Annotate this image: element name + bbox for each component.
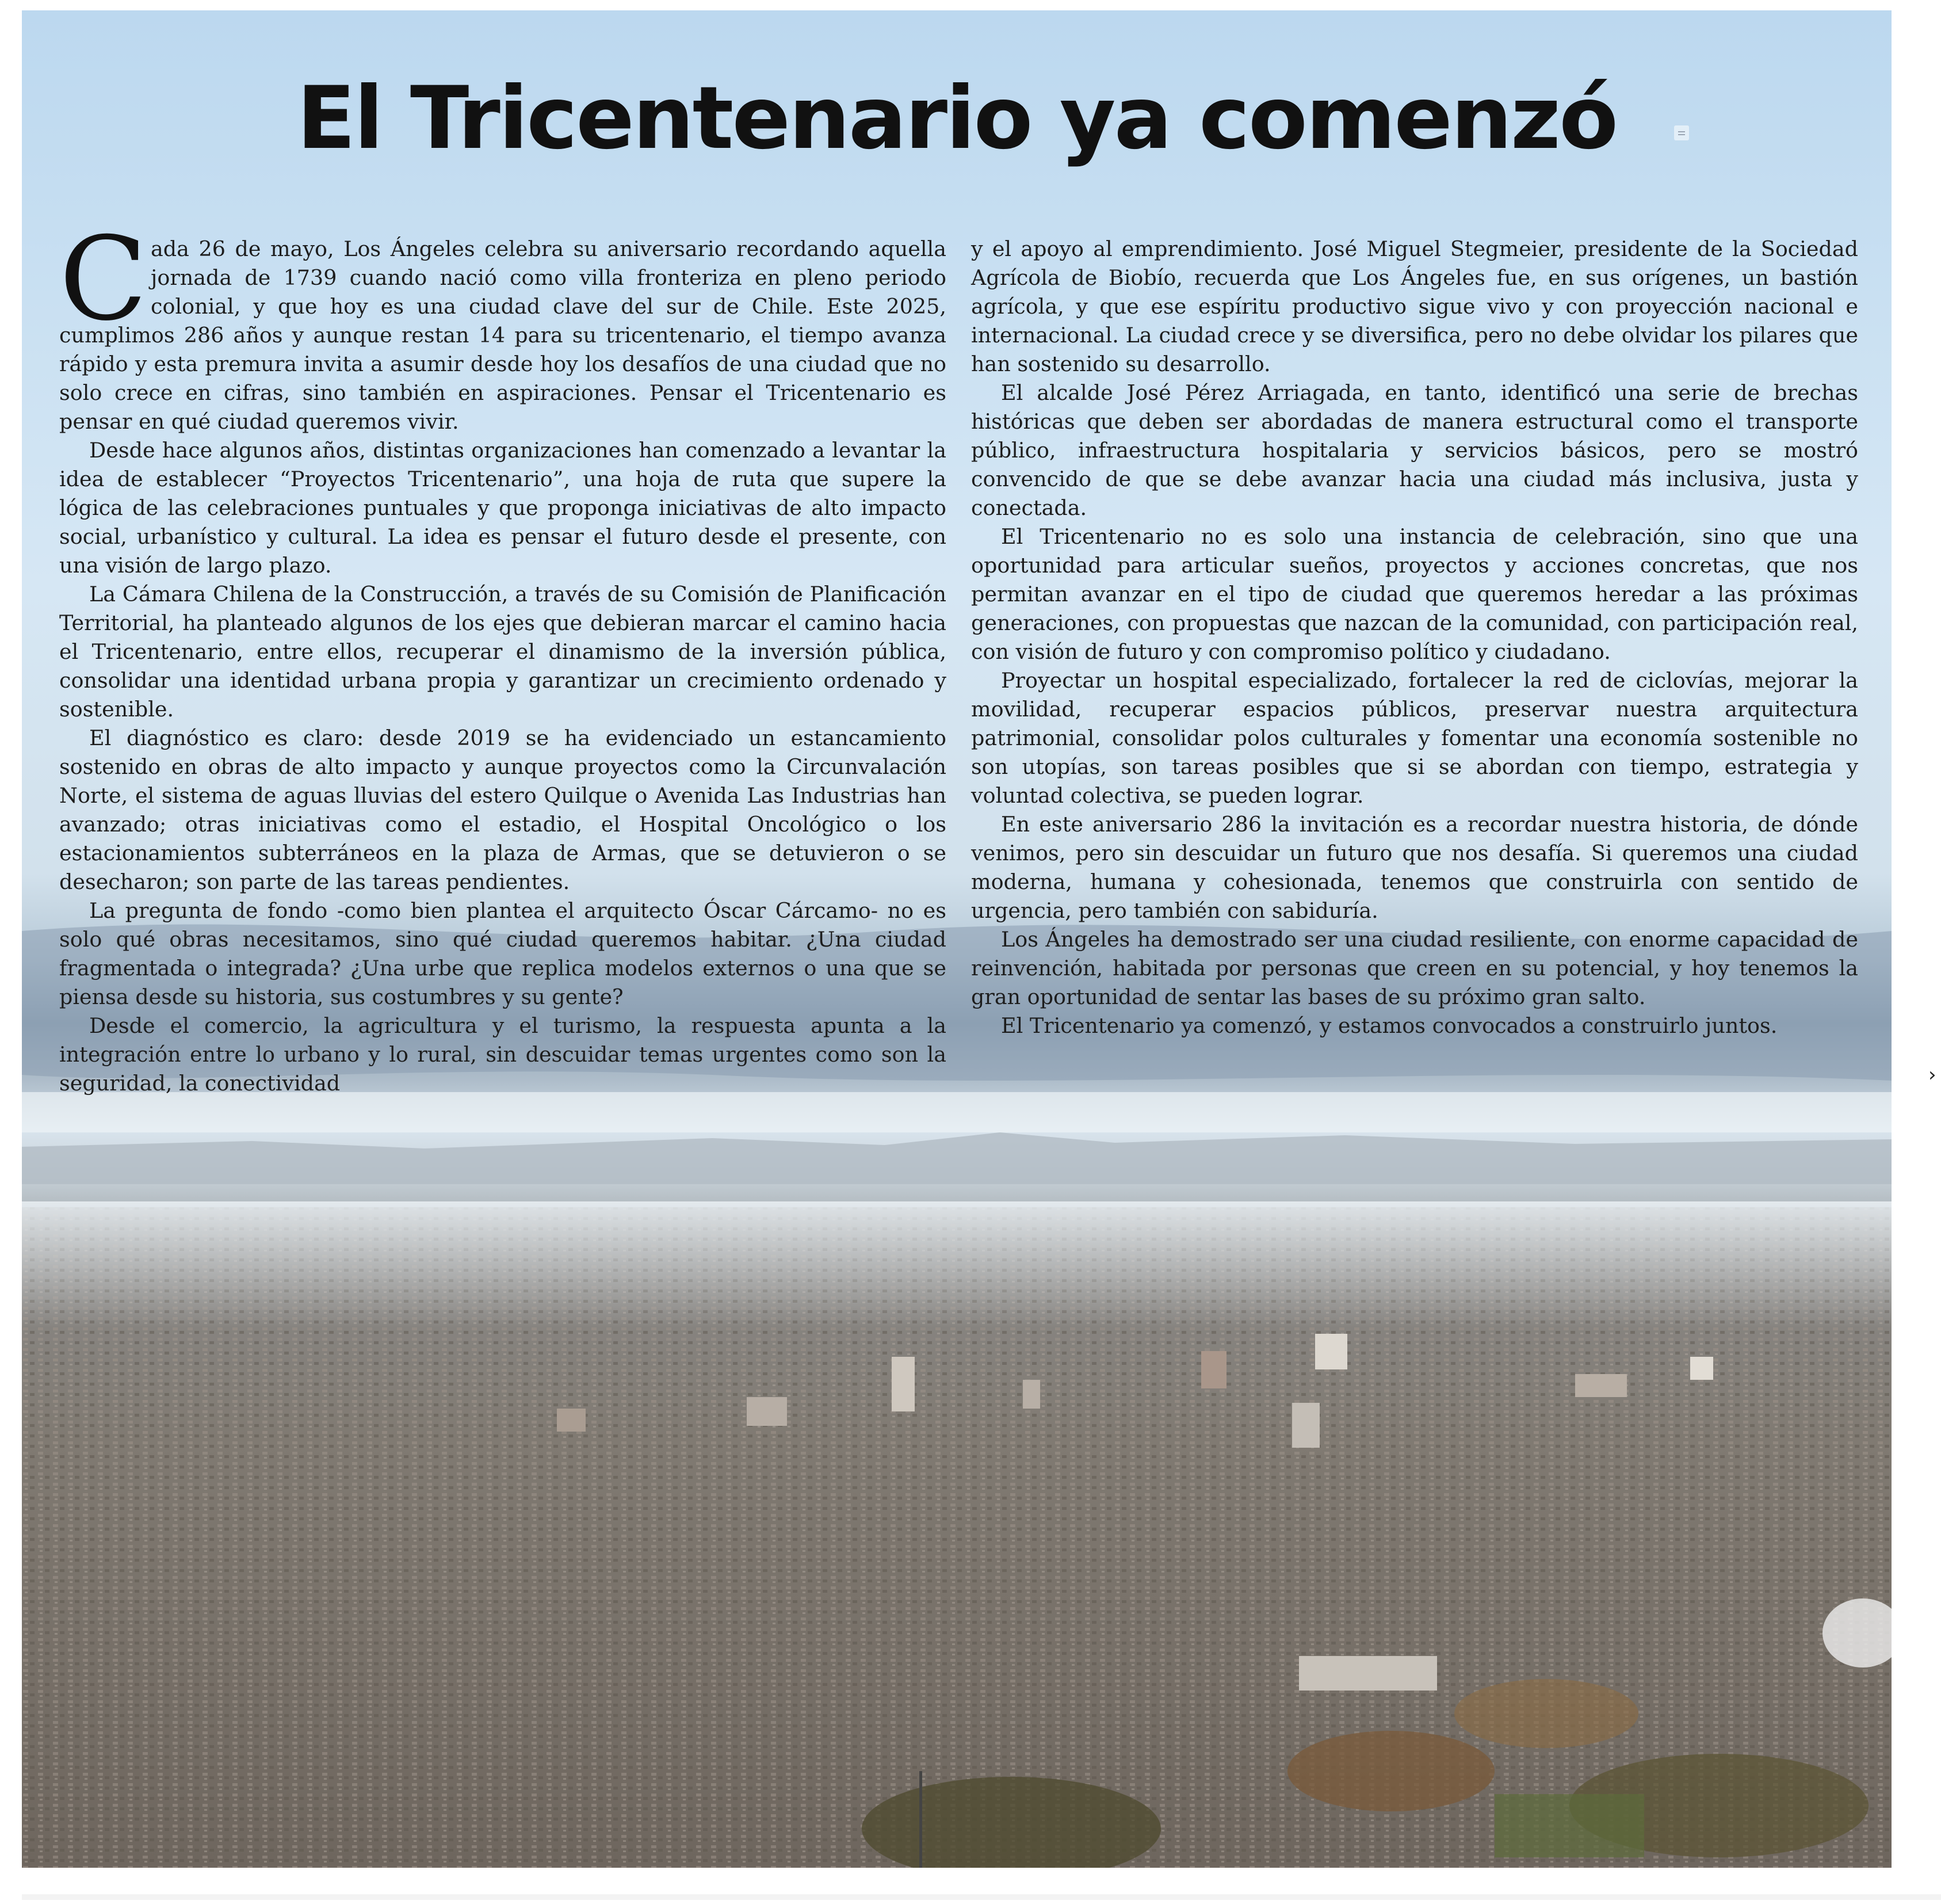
chevron-right-icon[interactable]: › xyxy=(1928,1063,1936,1086)
newspaper-page xyxy=(22,10,1892,1868)
page-bottom-edge xyxy=(22,1894,1941,1900)
paragraph: El Tricentenario ya comenzó, y estamos convocados a construirlo juntos. xyxy=(1001,1013,1778,1038)
dropcap: C xyxy=(59,212,148,346)
paragraph xyxy=(59,212,946,436)
paragraph-text: ada 26 de mayo, Los Ángeles celebra su aniversario recordando aquella jornada de 1739 cuando nació como villa fronteriza en pleno periodo colonial, y que hoy es una ciudad clave del sur de Chile. Este 2025, cumplimos 286 años y aunque restan 14 para su tricentenario, el tiempo avanza rápido y esta premura invita a asumir desde hoy los desafíos de una ciudad que no solo crece en cifras, sino también en aspiraciones. Pensar el Tricentenario es pensar en qué ciudad queremos vivir. xyxy=(59,236,946,434)
headline: El Tricentenario ya comenzó xyxy=(296,68,1617,169)
paragraph: El alcalde José Pérez Arriagada, en tanto, identificó una serie de brechas históricas que deben ser abordadas de manera estructural como el transporte público, infraestructura hospitalaria y servicios básicos, pero se mostró convencido de que se debe avanzar hacia una ciudad más inclusiva, justa y conectada. xyxy=(971,380,1858,520)
paragraph: El diagnóstico es claro: desde 2019 se ha evidenciado un estancamiento sostenido en obras de alto impacto y aunque proyectos como la Circunvalación Norte, el sistema de aguas lluvias del estero Quilque o Avenida Las Industrias han avanzado; otras iniciativas como el estadio, el Hospital Oncológico o los estacionamientos subterráneos en la plaza de Armas, que se detuvieron o se desecharon; son parte de las tareas pendientes. xyxy=(59,726,946,894)
paragraph: y el apoyo al emprendimiento. José Miguel Stegmeier, presidente de la Sociedad Agrícola de Biobío, recuerda que Los Ángeles fue, en sus orígenes, un bastión agrícola, y que ese espíritu productivo sigue vivo y con proyección nacional e internacional. La ciudad crece y se diversifica, pero no debe olvidar los pilares que han sostenido su desarrollo. xyxy=(971,236,1858,376)
article-column-left xyxy=(59,212,946,1098)
paragraph: Proyectar un hospital especializado, fortalecer la red de ciclovías, mejorar la movilidad, recuperar espacios públicos, preservar nuestra arquitectura patrimonial, consolidar polos culturales y fomentar una economía sostenible no son utopías, son tareas posibles que si se abordan con tiempo, estrategia y voluntad colectiva, se pueden lograr. xyxy=(971,668,1858,808)
paragraph: La Cámara Chilena de la Construcción, a través de su Comisión de Planificación Territorial, ha planteado algunos de los ejes que debieran marcar el camino hacia el Tricentenario, entre ellos, recuperar el dinamismo de la inversión pública, consolidar una identidad urbana propia y garantizar un crecimiento ordenado y sostenible. xyxy=(59,582,946,722)
article-column-right xyxy=(971,235,1858,1040)
paragraph: Los Ángeles ha demostrado ser una ciudad resiliente, con enorme capacidad de reinvención, habitada por personas que creen en su potencial, y hoy tenemos la gran oportunidad de sentar las bases de su próximo gran salto. xyxy=(971,927,1858,1009)
paragraph: El Tricentenario no es solo una instancia de celebración, sino que una oportunidad para articular sueños, proyectos y acciones concretas, que nos permitan avanzar en el tipo de ciudad que queremos heredar a las próximas generaciones, con propuestas que nazcan de la comunidad, con participación real, con visión de futuro y con compromiso político y ciudadano. xyxy=(971,524,1858,664)
paragraph: En este aniversario 286 la invitación es a recordar nuestra historia, de dónde venimos, pero sin descuidar un futuro que nos desafía. Si queremos una ciudad moderna, humana y cohesionada, tenemos que construirla con sentido de urgencia, pero también con sabiduría. xyxy=(971,812,1858,923)
note-icon[interactable] xyxy=(1674,125,1689,140)
paragraph: La pregunta de fondo -como bien plantea el arquitecto Óscar Cárcamo- no es solo qué obras necesitamos, sino qué ciudad queremos habitar. ¿Una ciudad fragmentada o integrada? ¿Una urbe que replica modelos externos o una que se piensa desde su historia, sus costumbres y su gente? xyxy=(59,898,946,1009)
paragraph: Desde hace algunos años, distintas organizaciones han comenzado a levantar la idea de establecer “Proyectos Tricentenario”, una hoja de ruta que supere la lógica de las celebraciones puntuales y que proponga iniciativas de alto impacto social, urbanístico y cultural. La idea es pensar el futuro desde el presente, con una visión de largo plazo. xyxy=(59,438,946,578)
paragraph: Desde el comercio, la agricultura y el turismo, la respuesta apunta a la integración entre lo urbano y lo rural, sin descuidar temas urgentes como son la seguridad, la conectividad xyxy=(59,1013,946,1096)
